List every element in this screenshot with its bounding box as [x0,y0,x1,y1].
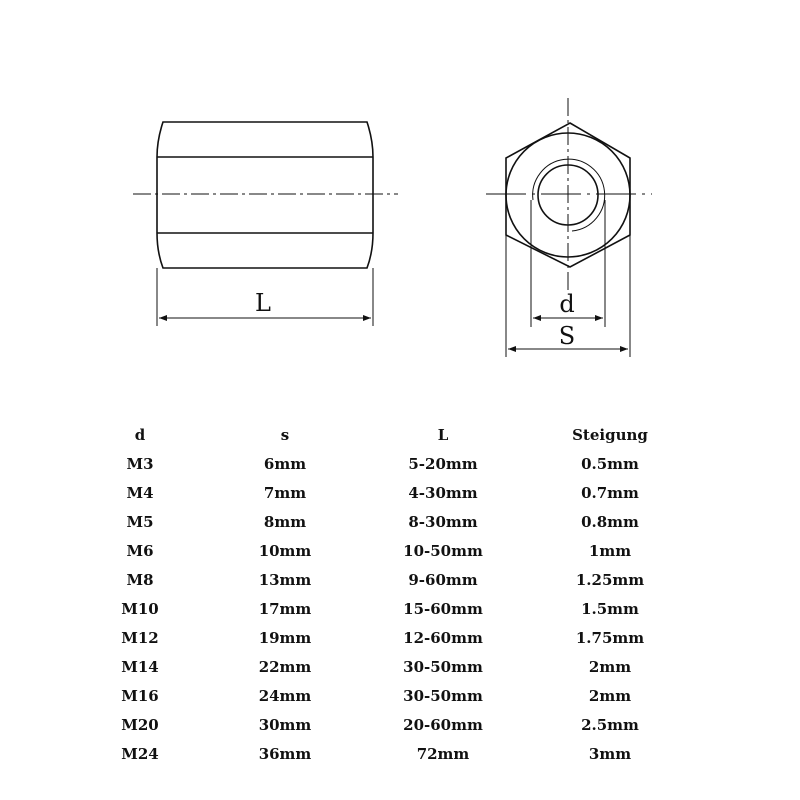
cell-s: 30mm [258,716,312,734]
header-l: L [437,426,449,444]
cell-s: 8mm [263,513,307,531]
table-row [0,452,800,476]
table-row [0,539,800,563]
cell-l: 30-50mm [403,687,483,705]
cell-s: 36mm [258,745,312,763]
cell-steigung: 0.8mm [581,513,639,531]
table-row [0,713,800,737]
cell-d: M24 [121,745,159,763]
cell-d: M16 [121,687,159,705]
cell-steigung: 1.5mm [581,600,639,618]
cell-l: 15-60mm [403,600,483,618]
header-d: d [134,426,146,444]
table-row [0,481,800,505]
cell-steigung: 0.5mm [581,455,639,473]
cell-l: 10-50mm [403,542,483,560]
table-row [0,597,800,621]
cell-d: M5 [126,513,154,531]
cell-s: 6mm [263,455,307,473]
cell-d: M3 [126,455,154,473]
cell-l: 20-60mm [403,716,483,734]
cell-d: M10 [121,600,159,618]
table-row [0,684,800,708]
cell-s: 17mm [258,600,312,618]
cell-d: M20 [121,716,159,734]
cell-steigung: 1.25mm [575,571,645,589]
width-across-flats-label: S [558,322,576,350]
thread-diameter-label: d [559,290,575,318]
cell-l: 5-20mm [408,455,478,473]
cell-s: 13mm [258,571,312,589]
cell-l: 8-30mm [408,513,478,531]
cell-l: 72mm [416,745,470,763]
cell-d: M8 [126,571,154,589]
cell-s: 24mm [258,687,312,705]
cell-s: 22mm [258,658,312,676]
cell-d: M4 [126,484,154,502]
cell-d: M12 [121,629,159,647]
cell-steigung: 2mm [588,687,632,705]
cell-s: 7mm [263,484,307,502]
cell-l: 30-50mm [403,658,483,676]
length-label: L [255,289,271,317]
cell-steigung: 0.7mm [581,484,639,502]
table-header [0,423,800,447]
front-view [486,98,652,357]
table-row [0,742,800,766]
header-steigung: Steigung [572,426,648,444]
cell-d: M14 [121,658,159,676]
cell-steigung: 1mm [588,542,632,560]
cell-s: 19mm [258,629,312,647]
cell-s: 10mm [258,542,312,560]
cell-l: 4-30mm [408,484,478,502]
header-s: s [280,426,290,444]
cell-steigung: 1.75mm [575,629,645,647]
table-row [0,568,800,592]
cell-steigung: 3mm [588,745,632,763]
table-row [0,626,800,650]
table-row [0,510,800,534]
cell-l: 12-60mm [403,629,483,647]
cell-steigung: 2.5mm [581,716,639,734]
table-row [0,655,800,679]
cell-d: M6 [126,542,154,560]
cell-steigung: 2mm [588,658,632,676]
cell-l: 9-60mm [408,571,478,589]
